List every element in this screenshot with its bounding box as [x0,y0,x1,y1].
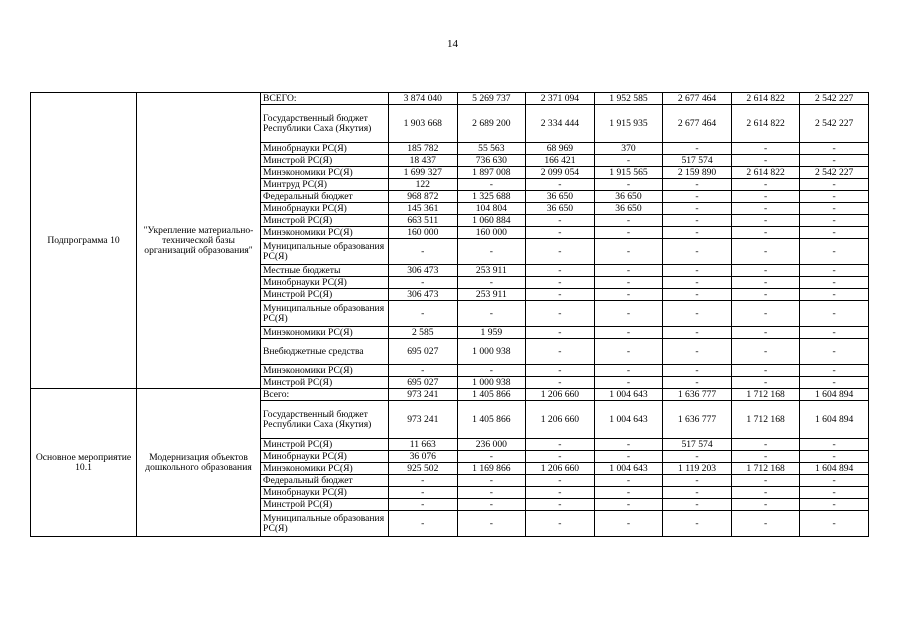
funding-source-cell: Минобрнауки РС(Я) [261,277,389,289]
amount-cell: 36 076 [389,451,458,463]
amount-cell: 1 604 894 [800,463,869,475]
amount-cell: - [389,365,458,377]
amount-cell: - [800,451,869,463]
amount-cell: - [731,215,800,227]
amount-cell: - [457,179,526,191]
amount-cell: - [663,487,732,499]
amount-cell: 160 000 [457,227,526,239]
amount-cell: - [389,277,458,289]
amount-cell: - [526,377,595,389]
amount-cell: 1 699 327 [389,167,458,179]
funding-source-cell: Государственный бюджет Республики Саха (Якутия) [261,401,389,439]
funding-source-cell: Муниципальные образования РС(Я) [261,239,389,265]
funding-source-cell: Минэкономики РС(Я) [261,227,389,239]
amount-cell: - [800,475,869,487]
amount-cell: 1 206 660 [526,401,595,439]
amount-cell: - [663,301,732,327]
amount-cell: 1 206 660 [526,463,595,475]
amount-cell: 2 614 822 [731,105,800,143]
amount-cell: - [731,365,800,377]
funding-source-cell: Минэкономики РС(Я) [261,327,389,339]
funding-source-cell: Минстрой РС(Я) [261,289,389,301]
amount-cell: - [389,499,458,511]
amount-cell: - [800,487,869,499]
amount-cell: - [731,203,800,215]
amount-cell: - [800,215,869,227]
amount-cell: - [800,439,869,451]
amount-cell: 2 542 227 [800,167,869,179]
amount-cell: - [731,301,800,327]
amount-cell: - [526,179,595,191]
amount-cell: - [800,327,869,339]
amount-cell: - [526,289,595,301]
amount-cell: - [663,289,732,301]
amount-cell: - [457,239,526,265]
amount-cell: - [526,499,595,511]
amount-cell: 306 473 [389,265,458,277]
amount-cell: - [800,377,869,389]
amount-cell: - [663,339,732,365]
amount-cell: 2 585 [389,327,458,339]
amount-cell: - [663,191,732,203]
amount-cell: - [594,239,663,265]
amount-cell: 36 650 [526,203,595,215]
amount-cell: 2 677 464 [663,93,732,105]
amount-cell: - [663,327,732,339]
amount-cell: 973 241 [389,401,458,439]
amount-cell: - [389,511,458,537]
amount-cell: 370 [594,143,663,155]
amount-cell: - [663,227,732,239]
amount-cell: 1 712 168 [731,401,800,439]
amount-cell: 1 206 660 [526,389,595,401]
amount-cell: - [594,511,663,537]
funding-source-cell: Минстрой РС(Я) [261,499,389,511]
amount-cell: 1 959 [457,327,526,339]
funding-source-cell: Минобрнауки РС(Я) [261,143,389,155]
amount-cell: - [731,511,800,537]
amount-cell: - [594,289,663,301]
amount-cell: - [800,265,869,277]
funding-source-cell: Местные бюджеты [261,265,389,277]
amount-cell: 1 915 935 [594,105,663,143]
amount-cell: - [731,339,800,365]
amount-cell: 36 650 [526,191,595,203]
amount-cell: - [526,339,595,365]
amount-cell: - [800,227,869,239]
amount-cell: - [800,339,869,365]
funding-source-cell: Минстрой РС(Я) [261,377,389,389]
amount-cell: - [731,155,800,167]
amount-cell: 2 689 200 [457,105,526,143]
amount-cell: - [663,475,732,487]
amount-cell: 145 361 [389,203,458,215]
funding-source-cell: Минэкономики РС(Я) [261,463,389,475]
amount-cell: - [457,277,526,289]
amount-cell: - [457,451,526,463]
amount-cell: - [663,203,732,215]
amount-cell: 925 502 [389,463,458,475]
funding-source-cell: Минобрнауки РС(Я) [261,487,389,499]
amount-cell: 36 650 [594,191,663,203]
amount-cell: 1 325 688 [457,191,526,203]
amount-cell: - [594,365,663,377]
funding-source-cell: Минэкономики РС(Я) [261,365,389,377]
amount-cell: - [594,301,663,327]
amount-cell: 2 677 464 [663,105,732,143]
amount-cell: - [457,487,526,499]
amount-cell: - [731,289,800,301]
amount-cell: - [731,239,800,265]
amount-cell: - [594,339,663,365]
amount-cell: - [800,511,869,537]
amount-cell: - [526,301,595,327]
amount-cell: - [800,301,869,327]
amount-cell: 253 911 [457,265,526,277]
amount-cell: - [389,475,458,487]
amount-cell: 2 614 822 [731,167,800,179]
amount-cell: 55 563 [457,143,526,155]
amount-cell: 663 511 [389,215,458,227]
amount-cell: - [800,191,869,203]
funding-source-cell: ВСЕГО: [261,93,389,105]
page-number: 14 [447,38,458,50]
amount-cell: - [731,265,800,277]
funding-source-cell: Минстрой РС(Я) [261,155,389,167]
funding-source-cell: Минобрнауки РС(Я) [261,203,389,215]
amount-cell: 253 911 [457,289,526,301]
amount-cell: - [663,377,732,389]
funding-source-cell: Минстрой РС(Я) [261,215,389,227]
amount-cell: 36 650 [594,203,663,215]
amount-cell: - [731,327,800,339]
funding-source-cell: Минстрой РС(Я) [261,439,389,451]
amount-cell: - [594,487,663,499]
amount-cell: 306 473 [389,289,458,301]
program-name-cell: Модернизация объектов дошкольного образования [137,389,261,537]
amount-cell: - [457,499,526,511]
amount-cell: - [594,377,663,389]
amount-cell: 1 000 938 [457,339,526,365]
amount-cell: - [594,277,663,289]
amount-cell: - [731,451,800,463]
amount-cell: - [731,439,800,451]
amount-cell: 1 915 565 [594,167,663,179]
program-cell: Подпрограмма 10 [31,93,137,389]
amount-cell: - [731,143,800,155]
table-row [31,93,869,105]
amount-cell: 2 099 054 [526,167,595,179]
amount-cell: 1 000 938 [457,377,526,389]
amount-cell: - [800,179,869,191]
amount-cell: 68 969 [526,143,595,155]
amount-cell: 1 119 203 [663,463,732,475]
amount-cell: 2 614 822 [731,93,800,105]
amount-cell: - [594,227,663,239]
amount-cell: - [800,365,869,377]
amount-cell: - [663,265,732,277]
amount-cell: - [663,365,732,377]
amount-cell: - [800,277,869,289]
amount-cell: - [731,227,800,239]
amount-cell: 166 421 [526,155,595,167]
amount-cell: 2 159 890 [663,167,732,179]
funding-source-cell: Федеральный бюджет [261,191,389,203]
amount-cell: - [800,289,869,301]
funding-source-cell: Минэкономики РС(Я) [261,167,389,179]
amount-cell: 18 437 [389,155,458,167]
amount-cell: - [663,215,732,227]
amount-cell: - [526,487,595,499]
amount-cell: - [663,143,732,155]
amount-cell: 695 027 [389,377,458,389]
amount-cell: 1 636 777 [663,389,732,401]
amount-cell: - [457,511,526,537]
amount-cell: - [731,191,800,203]
funding-source-cell: Минтруд РС(Я) [261,179,389,191]
amount-cell: - [594,499,663,511]
amount-cell: 1 004 643 [594,401,663,439]
amount-cell: - [800,239,869,265]
amount-cell: - [526,475,595,487]
amount-cell: 1 604 894 [800,389,869,401]
amount-cell: - [526,239,595,265]
amount-cell: - [663,451,732,463]
amount-cell: - [663,511,732,537]
amount-cell: - [663,239,732,265]
budget-table [30,92,869,537]
amount-cell: 1 952 585 [594,93,663,105]
program-name-cell: "Укрепление материально-технической базы организаций образования" [137,93,261,389]
amount-cell: - [594,327,663,339]
amount-cell: 1 897 008 [457,167,526,179]
amount-cell: - [731,377,800,389]
amount-cell: 185 782 [389,143,458,155]
amount-cell: 236 000 [457,439,526,451]
amount-cell: - [526,451,595,463]
funding-source-cell: Внебюджетные средства [261,339,389,365]
amount-cell: - [526,365,595,377]
amount-cell: 1 712 168 [731,389,800,401]
amount-cell: 11 663 [389,439,458,451]
amount-cell: - [663,499,732,511]
amount-cell: - [457,475,526,487]
amount-cell: 1 004 643 [594,463,663,475]
amount-cell: 3 874 040 [389,93,458,105]
amount-cell: - [594,215,663,227]
amount-cell: - [526,227,595,239]
amount-cell: - [389,301,458,327]
amount-cell: - [800,155,869,167]
amount-cell: - [594,179,663,191]
amount-cell: - [731,475,800,487]
amount-cell: - [731,487,800,499]
amount-cell: 1 712 168 [731,463,800,475]
amount-cell: 2 334 444 [526,105,595,143]
amount-cell: - [594,439,663,451]
amount-cell: - [731,277,800,289]
funding-source-cell: Муниципальные образования РС(Я) [261,301,389,327]
amount-cell: - [526,265,595,277]
amount-cell: - [526,511,595,537]
amount-cell: 104 804 [457,203,526,215]
table-body [31,93,869,537]
amount-cell: - [389,239,458,265]
amount-cell: 5 269 737 [457,93,526,105]
amount-cell: - [663,179,732,191]
amount-cell: 1 169 866 [457,463,526,475]
amount-cell: - [594,475,663,487]
funding-source-cell: Федеральный бюджет [261,475,389,487]
amount-cell: - [457,301,526,327]
amount-cell: 1 060 884 [457,215,526,227]
amount-cell: - [594,265,663,277]
amount-cell: - [731,179,800,191]
amount-cell: - [526,277,595,289]
amount-cell: 973 241 [389,389,458,401]
amount-cell: - [731,499,800,511]
amount-cell: - [594,155,663,167]
amount-cell: 1 004 643 [594,389,663,401]
table-row [31,389,869,401]
amount-cell: - [800,499,869,511]
amount-cell: 1 405 866 [457,401,526,439]
amount-cell: 695 027 [389,339,458,365]
amount-cell: 160 000 [389,227,458,239]
amount-cell: - [594,451,663,463]
program-cell: Основное мероприятие 10.1 [31,389,137,537]
amount-cell: 517 574 [663,439,732,451]
amount-cell: 2 542 227 [800,93,869,105]
amount-cell: 1 636 777 [663,401,732,439]
funding-source-cell: Государственный бюджет Республики Саха (Якутия) [261,105,389,143]
amount-cell: - [457,365,526,377]
amount-cell: - [389,487,458,499]
amount-cell: 1 903 668 [389,105,458,143]
amount-cell: 968 872 [389,191,458,203]
amount-cell: - [526,327,595,339]
amount-cell: 736 630 [457,155,526,167]
amount-cell: 2 542 227 [800,105,869,143]
amount-cell: 517 574 [663,155,732,167]
amount-cell: - [526,439,595,451]
amount-cell: - [663,277,732,289]
amount-cell: 1 604 894 [800,401,869,439]
funding-source-cell: Минобрнауки РС(Я) [261,451,389,463]
amount-cell: 1 405 866 [457,389,526,401]
amount-cell: 2 371 094 [526,93,595,105]
amount-cell: - [800,143,869,155]
funding-source-cell: Всего: [261,389,389,401]
amount-cell: - [526,215,595,227]
amount-cell: - [800,203,869,215]
amount-cell: 122 [389,179,458,191]
funding-source-cell: Муниципальные образования РС(Я) [261,511,389,537]
